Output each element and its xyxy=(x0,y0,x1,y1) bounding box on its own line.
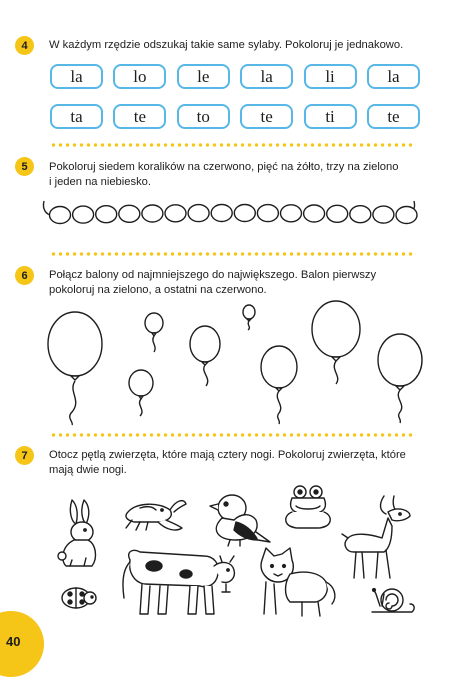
exercise-7-instruction: Otocz pętlą zwierzęta, które mają cztery nogi. Pokoloruj zwierzęta, które mają dwie nogi. xyxy=(49,449,406,476)
syllable-box[interactable]: la xyxy=(240,64,293,89)
syllable-box[interactable]: te xyxy=(240,104,293,129)
bead[interactable] xyxy=(373,206,394,223)
frog-icon xyxy=(286,486,331,528)
page-number: 40 xyxy=(6,634,21,649)
bead[interactable] xyxy=(165,205,186,222)
bead[interactable] xyxy=(142,205,163,222)
bead-necklace xyxy=(40,195,420,235)
syllable-box[interactable]: to xyxy=(177,104,230,129)
divider xyxy=(50,433,416,437)
bead[interactable] xyxy=(281,205,302,222)
bead[interactable] xyxy=(304,205,325,222)
wolf-icon xyxy=(261,548,335,616)
balloon-icon xyxy=(48,312,102,425)
bead[interactable] xyxy=(396,207,417,224)
bead[interactable] xyxy=(211,205,232,222)
balloon-icon xyxy=(190,326,220,386)
syllable-box[interactable]: te xyxy=(113,104,166,129)
lobster-icon xyxy=(126,501,186,530)
exercise-6-instruction: Połącz balony od najmniejszego do największego. Balon pierwszy pokoloruj na zielono, a ostatni na czerwono. xyxy=(49,269,377,296)
syllable-row-2 xyxy=(50,104,420,129)
divider xyxy=(50,143,416,147)
syllable-row-1 xyxy=(50,64,420,89)
syllable-box[interactable]: la xyxy=(50,64,103,89)
balloon-icon xyxy=(243,305,255,330)
syllable-box[interactable]: le xyxy=(177,64,230,89)
balloon-icon xyxy=(261,346,297,424)
syllable-box[interactable]: li xyxy=(304,64,357,89)
syllable-box[interactable]: ti xyxy=(304,104,357,129)
balloon-icon xyxy=(129,370,153,416)
balloons-illustration xyxy=(0,300,458,430)
ladybug-icon xyxy=(62,588,96,608)
balloon-icon xyxy=(378,334,422,423)
exercise-6-number: 6 xyxy=(15,266,34,285)
divider xyxy=(50,252,416,256)
bird-icon xyxy=(210,495,270,546)
bead[interactable] xyxy=(188,205,209,222)
bead[interactable] xyxy=(234,205,255,222)
syllable-box[interactable]: lo xyxy=(113,64,166,89)
exercise-7-number: 7 xyxy=(15,446,34,465)
bead[interactable] xyxy=(50,207,71,224)
bead[interactable] xyxy=(257,205,278,222)
exercise-4-number: 4 xyxy=(15,36,34,55)
bead[interactable] xyxy=(327,205,348,222)
animals-illustration xyxy=(0,480,458,650)
bead[interactable] xyxy=(96,206,117,223)
syllable-box[interactable]: ta xyxy=(50,104,103,129)
bead[interactable] xyxy=(73,206,94,223)
syllable-box[interactable]: la xyxy=(367,64,420,89)
syllable-box[interactable]: te xyxy=(367,104,420,129)
exercise-4-instruction: W każdym rzędzie odszukaj takie same sylaby. Pokoloruj je jednakowo. xyxy=(49,39,404,51)
bead[interactable] xyxy=(350,206,371,223)
cow-icon xyxy=(123,550,234,614)
balloon-icon xyxy=(145,313,163,352)
exercise-5-number: 5 xyxy=(15,157,34,176)
exercise-5-instruction: Pokoloruj siedem koralików na czerwono, pięć na żółto, trzy na zielono i jeden na niebiesko. xyxy=(49,161,399,188)
snail-icon xyxy=(372,589,414,612)
bead[interactable] xyxy=(119,205,140,222)
rabbit-icon xyxy=(58,500,95,566)
balloon-icon xyxy=(312,301,360,384)
deer-icon xyxy=(342,496,410,578)
